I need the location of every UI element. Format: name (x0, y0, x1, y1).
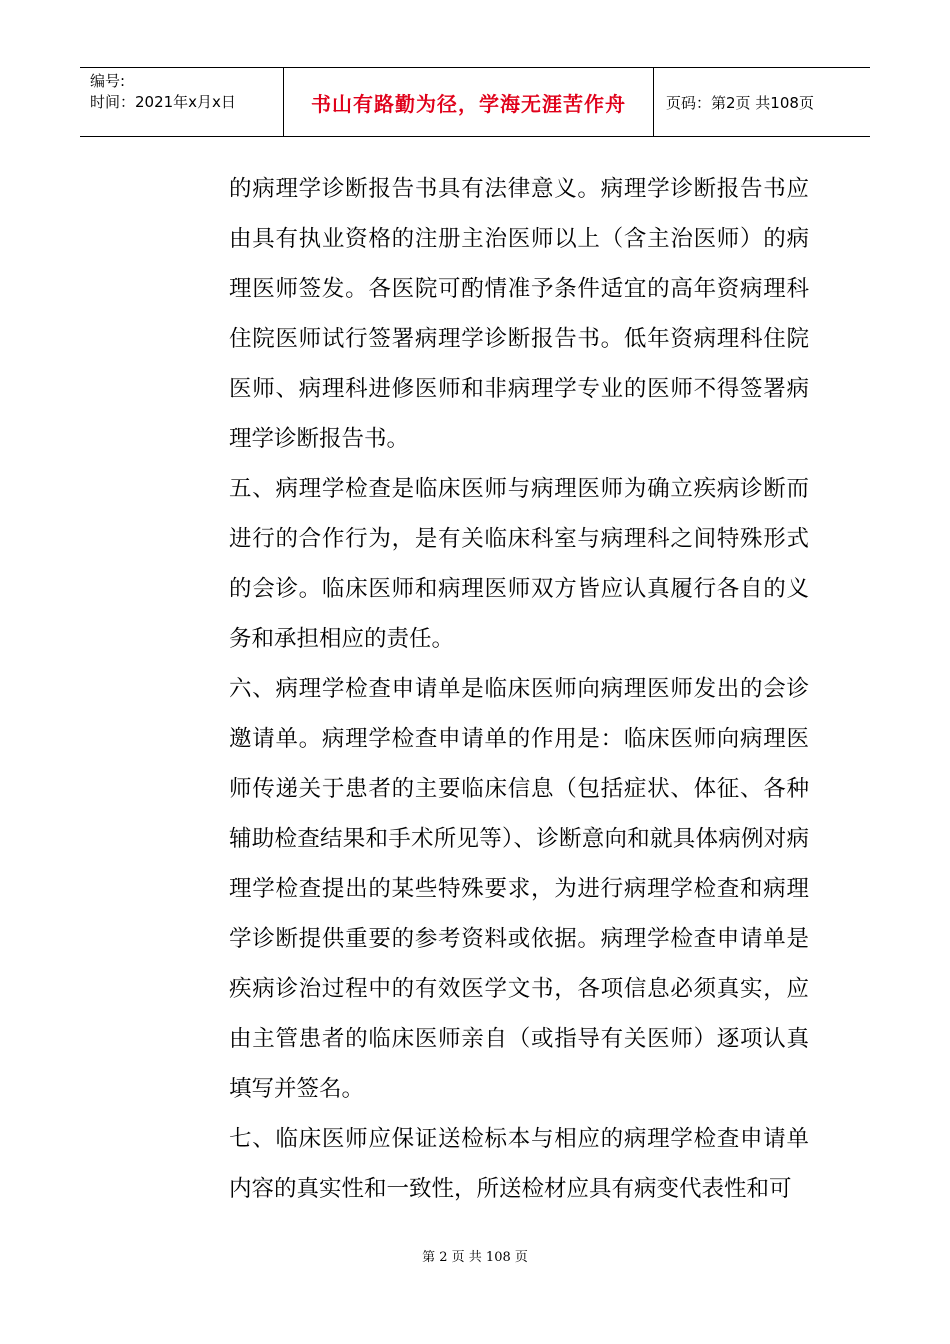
motto-text: 书山有路勤为径，学海无涯苦作舟 (311, 91, 626, 116)
page-footer (0, 1246, 950, 1265)
document-header (80, 67, 870, 137)
header-motto-cell (283, 68, 654, 136)
paragraph-2: 五、病理学检查是临床医师与病理医师为确立疾病诊断而进行的合作行为，是有关临床科室与病理科之间特殊形式的会诊。临床医师和病理医师双方皆应认真履行各自的义务和承担相应的责任。 (229, 476, 809, 652)
paragraph-4: 七、临床医师应保证送检标本与相应的病理学检查申请单内容的真实性和一致性，所送检材应具有病变代表性和可 (229, 1126, 809, 1202)
paragraph-3: 六、病理学检查申请单是临床医师向病理医师发出的会诊邀请单。病理学检查申请单的作用是：临床医师向病理医师传递关于患者的主要临床信息（包括症状、体征、各种辅助检查结果和手术所见等）、诊断意向和就具体病例对病理学检查提出的某些特殊要求，为进行病理学检查和病理学诊断提供重要的参考资料或依据。病理学检查申请单是疾病诊治过程中的有效医学文书，各项信息必须真实，应由主管患者的临床医师亲自（或指导有关医师）逐项认真填写并签名。 (229, 676, 809, 1102)
paragraph-1: 的病理学诊断报告书具有法律意义。病理学诊断报告书应由具有执业资格的注册主治医师以上（含主治医师）的病理医师签发。各医院可酌情准予条件适宜的高年资病理科住院医师试行签署病理学诊断报告书。低年资病理科住院医师、病理科进修医师和非病理学专业的医师不得签署病理学诊断报告书。 (229, 176, 809, 452)
date-label: 时间：2021年x月x日 (90, 93, 236, 111)
number-label: 编号: (90, 72, 126, 90)
header-page-cell (654, 68, 870, 136)
header-meta (80, 68, 283, 136)
document-body (229, 164, 809, 1214)
footer-page-number: 第 2 页 共 108 页 (422, 1250, 528, 1265)
page-info: 页码：第2页 共108页 (666, 93, 814, 112)
